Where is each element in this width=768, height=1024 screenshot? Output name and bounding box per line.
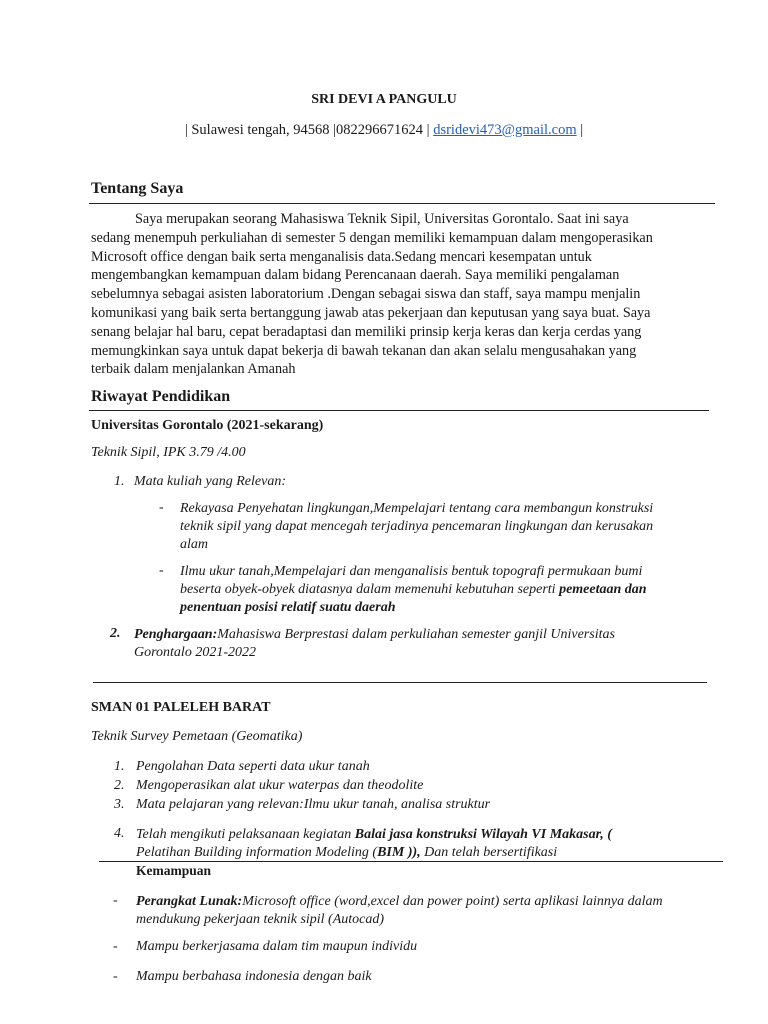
- university-title: Universitas Gorontalo (2021-sekarang): [91, 418, 324, 433]
- school-item: [136, 826, 696, 862]
- school-title: SMAN 01 PALELEH BARAT: [91, 700, 271, 715]
- about-line: sedang menempuh perkuliahan di semester 5 dengan memiliki kemampuan dalam mengoperasikan: [91, 229, 653, 246]
- award-text: Mahasiswa Berprestasi dalam perkuliahan semester ganjil Universitas: [217, 627, 615, 642]
- school-line: [136, 844, 696, 862]
- about-line: Saya merupakan seorang Mahasiswa Teknik Sipil, Universitas Gorontalo. Saat ini saya: [135, 211, 629, 227]
- course-item: [180, 500, 700, 554]
- course-emphasis: penentuan posisi relatif suatu daerah: [180, 600, 396, 615]
- school-text: Pelatihan Building information Modeling (: [136, 845, 378, 860]
- skill-line: mendukung pekerjaan teknik sipil (Autocad): [136, 912, 385, 927]
- list-number: 1.: [114, 759, 125, 774]
- skill-item: Mampu berkerjasama dalam tim maupun individu: [136, 939, 418, 954]
- bullet-dash: -: [113, 939, 118, 954]
- course-line: Rekayasa Penyehatan lingkungan,Mempelajari tentang cara membangun konstruksi: [180, 501, 654, 516]
- skill-item: [136, 893, 706, 929]
- relevant-courses-label: Mata kuliah yang Relevan:: [134, 474, 287, 489]
- skill-label: Perangkat Lunak:: [136, 894, 243, 909]
- course-line: teknik sipil yang dapat mencegah terjadinya pencemaran lingkungan dan kerusakan: [180, 519, 654, 534]
- about-line: Microsoft office dengan baik serta menganalisis data.Sedang mencari kesempatan untuk: [91, 248, 592, 265]
- contact-info: | Sulawesi tengah, 94568 |082296671624 |: [184, 122, 434, 138]
- skills-heading: Kemampuan: [136, 863, 212, 878]
- bullet-dash: -: [159, 500, 164, 515]
- course-text: beserta obyek-obyek diatasnya dalam memenuhi kebutuhan seperti: [180, 582, 560, 597]
- school-text: Telah mengikuti pelaksanaan kegiatan: [136, 827, 355, 842]
- school-emphasis: Balai jasa konstruksi Wilayah VI Makasar, (: [354, 827, 612, 842]
- about-line: senang belajar hal baru, cepat beradaptasi dan memiliki prinsip kerja keras dan kerja cerdas yang: [91, 323, 642, 340]
- about-line: mengembangkan kemampuan dalam bidang Perencanaan daerah. Saya memiliki pengalaman: [91, 267, 620, 284]
- course-line: [180, 581, 700, 599]
- about-divider: [89, 203, 715, 204]
- about-line: sebelumnya sebagai asisten laboratorium .Dengan sebagai siswa dan staff, saya mampu menjalin: [91, 286, 641, 303]
- about-line: terbaik dalam menjalankan Amanah: [91, 361, 296, 378]
- contact-line: [0, 122, 768, 139]
- university-subtitle: Teknik Sipil, IPK 3.79 /4.00: [91, 445, 246, 460]
- award-line: Gorontalo 2021-2022: [134, 645, 256, 660]
- list-number: 1.: [114, 474, 125, 489]
- about-line: komunikasi yang baik serta bertanggung jawab atas pekerjaan dan keputusan yang saya buat. Saya: [91, 304, 651, 321]
- list-number: 3.: [114, 797, 125, 812]
- school-divider: [93, 682, 707, 683]
- course-line: alam: [180, 537, 208, 552]
- list-number: 2.: [110, 626, 121, 641]
- award-line: [134, 626, 694, 644]
- award-item: [134, 626, 694, 662]
- bullet-dash: -: [159, 563, 164, 578]
- skill-text: Microsoft office (word,excel dan power point) serta aplikasi lainnya dalam: [242, 894, 663, 909]
- school-subtitle: Teknik Survey Pemetaan (Geomatika): [91, 729, 303, 744]
- skills-divider: [99, 861, 723, 862]
- education-heading: Riwayat Pendidikan: [91, 388, 231, 405]
- education-divider: [89, 410, 709, 411]
- school-item: Mengoperasikan alat ukur waterpas dan theodolite: [136, 778, 424, 793]
- candidate-name: SRI DEVI A PANGULU: [311, 92, 457, 107]
- award-label: Penghargaan:: [134, 627, 218, 642]
- school-emphasis: BIM )),: [377, 845, 421, 860]
- list-number: 4.: [114, 826, 125, 841]
- course-emphasis: pemeetaan dan: [559, 582, 647, 597]
- list-number: 2.: [114, 778, 125, 793]
- skill-item: Mampu berbahasa indonesia dengan baik: [136, 969, 372, 984]
- contact-end: |: [576, 122, 584, 138]
- bullet-dash: -: [113, 969, 118, 984]
- skill-line: [136, 893, 706, 911]
- bullet-dash: -: [113, 893, 118, 908]
- about-heading: Tentang Saya: [91, 180, 184, 197]
- school-item: Mata pelajaran yang relevan:Ilmu ukur tanah, analisa struktur: [136, 797, 491, 812]
- about-line: memungkinkan saya untuk dapat bekerja di bawah tekanan dan akan selalu mengusahakan yang: [91, 342, 637, 359]
- school-text: Dan telah bersertifikasi: [420, 845, 558, 860]
- email-link[interactable]: dsridevi473@gmail.com: [433, 122, 577, 138]
- school-line: [136, 826, 696, 844]
- course-item: [180, 563, 700, 617]
- about-paragraph: [91, 210, 731, 379]
- school-item: Pengolahan Data seperti data ukur tanah: [136, 759, 370, 774]
- course-line: Ilmu ukur tanah,Mempelajari dan menganalisis bentuk topografi permukaan bumi: [180, 564, 643, 579]
